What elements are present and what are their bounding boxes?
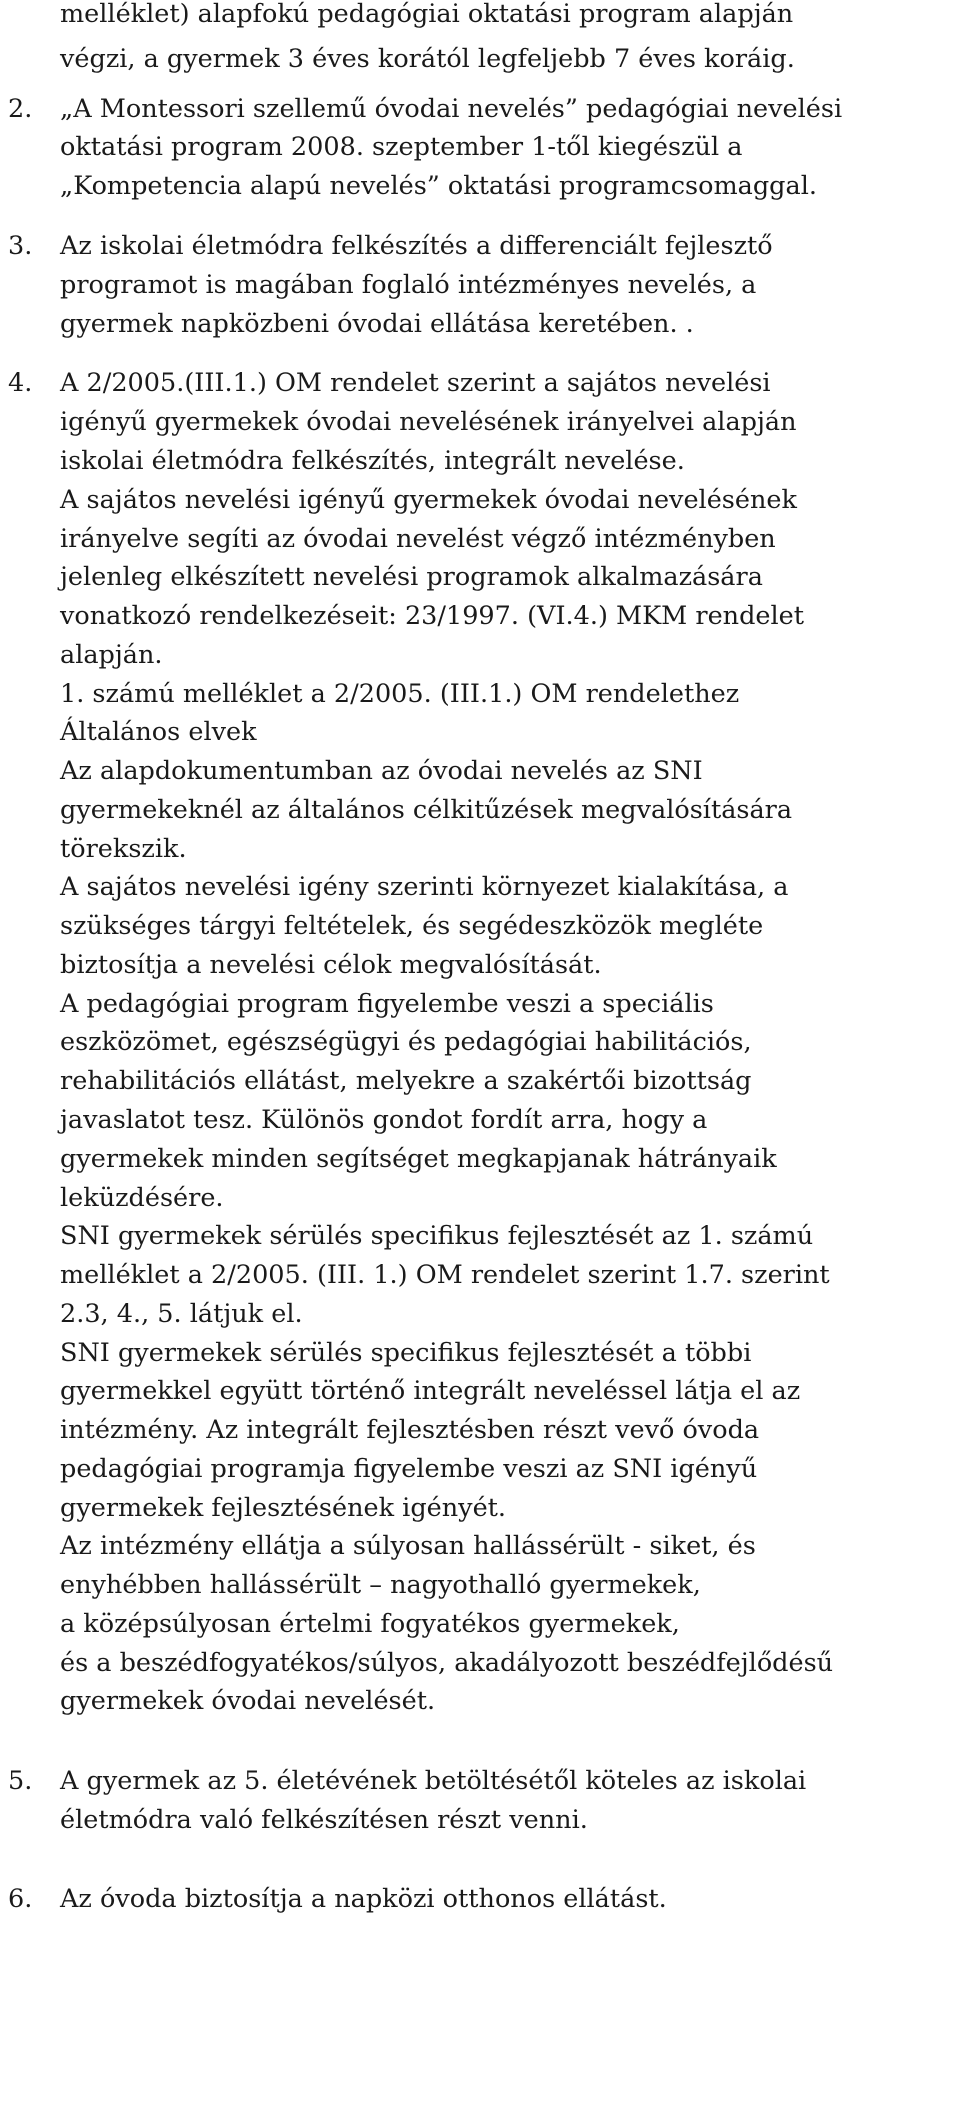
list-item-line: melléklet a 2/2005. (III. 1.) OM rendelet szerint 1.7. szerint xyxy=(60,1260,830,1290)
list-item-line: „Kompetencia alapú nevelés” oktatási programcsomaggal. xyxy=(60,171,817,201)
list-item-line: oktatási program 2008. szeptember 1-től kiegészül a xyxy=(60,132,743,162)
list-item-line: A pedagógiai program figyelembe veszi a speciális xyxy=(60,989,714,1019)
list-item-line: gyermek napközbeni óvodai ellátása keretében. . xyxy=(60,309,694,339)
list-item-line: Az iskolai életmódra felkészítés a differenciált fejlesztő xyxy=(60,231,773,261)
list-item-line: Az óvoda biztosítja a napközi otthonos ellátást. xyxy=(60,1884,667,1914)
list-item-line: eszközömet, egészségügyi és pedagógiai habilitációs, xyxy=(60,1027,752,1057)
list-number: 4. xyxy=(8,368,33,398)
list-item-line: irányelve segíti az óvodai nevelést végző intézményben xyxy=(60,524,776,554)
list-item-line: igényű gyermekek óvodai nevelésének irányelvei alapján xyxy=(60,407,797,437)
intro-line: végzi, a gyermek 3 éves korától legfeljebb 7 éves koráig. xyxy=(60,44,795,74)
list-number: 3. xyxy=(8,231,33,261)
list-number: 6. xyxy=(8,1884,33,1914)
list-item-line: A 2/2005.(III.1.) OM rendelet szerint a sajátos nevelési xyxy=(60,368,771,398)
list-item-line: A gyermek az 5. életévének betöltésétől köteles az iskolai xyxy=(60,1766,807,1796)
list-item-line: életmódra való felkészítésen részt venni. xyxy=(60,1805,588,1835)
list-item-line: alapján. xyxy=(60,640,163,670)
list-item-line: vonatkozó rendelkezéseit: 23/1997. (VI.4.) MKM rendelet xyxy=(60,601,805,631)
list-item-line: SNI gyermekek sérülés specifikus fejlesztését az 1. számú xyxy=(60,1221,814,1251)
list-item-line: „A Montessori szellemű óvodai nevelés” pedagógiai nevelési xyxy=(60,94,843,124)
list-number: 2. xyxy=(8,94,33,124)
list-item-line: törekszik. xyxy=(60,834,187,864)
list-item-line: gyermekek fejlesztésének igényét. xyxy=(60,1493,507,1523)
list-item-line: gyermekek minden segítséget megkapjanak hátrányaik xyxy=(60,1144,777,1174)
list-item-line: A sajátos nevelési igényű gyermekek óvodai nevelésének xyxy=(60,485,797,515)
list-item-line: és a beszédfogyatékos/súlyos, akadályozott beszédfejlődésű xyxy=(60,1648,834,1678)
list-item-line: 1. számú melléklet a 2/2005. (III.1.) OM rendelethez xyxy=(60,679,740,709)
list-item-line: SNI gyermekek sérülés specifikus fejlesztését a többi xyxy=(60,1338,752,1368)
list-item-line: a középsúlyosan értelmi fogyatékos gyermekek, xyxy=(60,1609,680,1639)
list-item-line: szükséges tárgyi feltételek, és segédeszközök megléte xyxy=(60,911,764,941)
list-item-line: enyhébben hallássérült – nagyothalló gyermekek, xyxy=(60,1570,701,1600)
list-item-line: gyermekek óvodai nevelését. xyxy=(60,1686,436,1716)
list-item-line: javaslatot tesz. Különös gondot fordít arra, hogy a xyxy=(60,1105,708,1135)
list-item-line: programot is magában foglaló intézményes nevelés, a xyxy=(60,270,757,300)
list-item-line: leküzdésére. xyxy=(60,1183,224,1213)
list-item-line: 2.3, 4., 5. látjuk el. xyxy=(60,1299,303,1329)
section-heading: Általános elvek xyxy=(60,717,257,747)
list-item-line: gyermekeknél az általános célkitűzések megvalósítására xyxy=(60,795,793,825)
list-item-line: jelenleg elkészített nevelési programok alkalmazására xyxy=(60,562,763,592)
intro-line: melléklet) alapfokú pedagógiai oktatási program alapján xyxy=(60,0,794,29)
list-item-line: intézmény. Az integrált fejlesztésben részt vevő óvoda xyxy=(60,1415,760,1445)
list-item-line: rehabilitációs ellátást, melyekre a szakértői bizottság xyxy=(60,1066,752,1096)
list-item-line: gyermekkel együtt történő integrált neveléssel látja el az xyxy=(60,1376,801,1406)
list-number: 5. xyxy=(8,1766,33,1796)
list-item-line: biztosítja a nevelési célok megvalósítását. xyxy=(60,950,602,980)
list-item-line: Az intézmény ellátja a súlyosan hallássérült - siket, és xyxy=(60,1531,756,1561)
list-item-line: A sajátos nevelési igény szerinti környezet kialakítása, a xyxy=(60,872,789,902)
list-item-line: pedagógiai programja figyelembe veszi az SNI igényű xyxy=(60,1454,758,1484)
list-item-line: iskolai életmódra felkészítés, integrált nevelése. xyxy=(60,446,685,476)
list-item-line: Az alapdokumentumban az óvodai nevelés az SNI xyxy=(60,756,703,786)
